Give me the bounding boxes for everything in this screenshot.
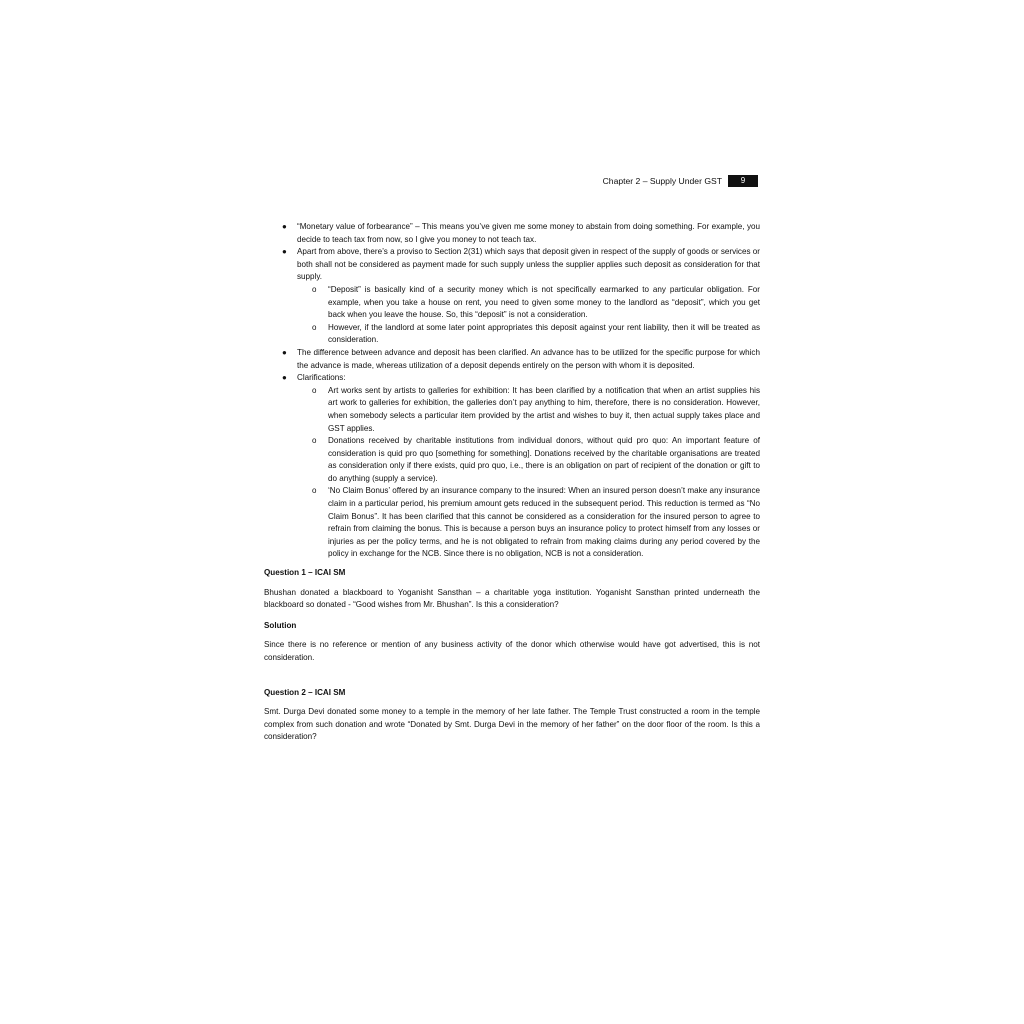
bullet-dot-icon: ● (282, 222, 287, 231)
sub-bullet-text: “Deposit” is basically kind of a security money which is not specifically earmarked to any particular obligation. For example, when you take a house on rent, you need to given some money to the landlord as “deposit”, which you get back when you leave the house. So, this “deposit” is not a consideration. (328, 284, 760, 320)
bullet-text: The difference between advance and deposit has been clarified. An advance has to be utilized for the specific purpose for which the advance is made, whereas utilization of a deposit depends entirely on the person with whom it is deposited. (297, 347, 760, 370)
sub-bullet-item (297, 322, 760, 347)
question-1-text: Bhushan donated a blackboard to Yoganisht Sansthan – a charitable yoga institution. Yoganisht Sansthan printed underneath the blackboard so donated - “Good wishes from Mr. Bhushan”. Is this a consideration? (264, 587, 760, 610)
bullet-list (264, 221, 760, 561)
page-number-badge: 9 (728, 175, 758, 187)
bullet-dot-icon: ● (282, 373, 287, 383)
running-head (603, 175, 758, 188)
bullet-text: “Monetary value of forbearance” – This means you’ve given me some money to abstain from doing something. For example, you decide to teach tax from now, so I give you money to not teach tax. (297, 222, 760, 244)
sub-bullet-item (297, 385, 760, 435)
bullet-item (264, 221, 760, 246)
sub-bullet-text: However, if the landlord at some later point appropriates this deposit against your rent liability, then it will be treated as consideration. (328, 322, 760, 345)
sub-bullet-text: Donations received by charitable institutions from individual donors, without quid pro quo: An important feature of consideration is quid pro quo [something for something]. Donations received by the charitable organisations are treated as consideration only if there exists, quid pro quo, i.e., there is an obligation on part of recipient of the donation or gift to do anything (supply a service). (328, 436, 760, 483)
bullet-dot-icon: ● (282, 247, 287, 257)
sub-bullet-item (297, 485, 760, 561)
bullet-item (264, 246, 760, 347)
bullet-text: Clarifications: (297, 373, 346, 383)
question-2-text: Smt. Durga Devi donated some money to a temple in the memory of her late father. The Temple Trust constructed a room in the temple complex from such donation and wrote “Donated by Smt. Durga Devi in the memory of her father” on the door floor of the room. Is this a consideration? (264, 707, 760, 742)
bullet-circle-icon: o (312, 486, 317, 496)
bullet-text: Apart from above, there’s a proviso to Section 2(31) which says that deposit given in respect of the supply of goods or services or both shall not be considered as payment made for such supply unless the supplier applies such deposit as consideration for that supply. (297, 247, 760, 282)
sub-bullet-item (297, 284, 760, 322)
sub-bullet-list (297, 385, 760, 561)
bullet-circle-icon: o (312, 322, 317, 332)
bullet-dot-icon: ● (282, 347, 287, 357)
question-1-heading: Question 1 – ICAI SM (264, 568, 346, 578)
bullet-circle-icon: o (312, 284, 317, 294)
question-2-heading: Question 2 – ICAI SM (264, 687, 346, 697)
page-content (264, 221, 760, 744)
bullet-circle-icon: o (312, 385, 317, 395)
bullet-circle-icon: o (312, 436, 317, 446)
sub-bullet-item (297, 435, 760, 485)
sub-bullet-text: Art works sent by artists to galleries for exhibition: It has been clarified by a notification that when an artist supplies his art work to galleries for exhibition, the galleries don’t pay anything to him, therefore, there is no consideration. However, when somebody selects a particular item provided by the artist and wishes to buy it, then actual supply takes place and GST applies. (328, 385, 760, 433)
solution-heading: Solution (264, 620, 297, 630)
solution-text: Since there is no reference or mention of any business activity of the donor which otherwise would have got advertised, this is not consideration. (264, 640, 760, 662)
chapter-title: Chapter 2 – Supply Under GST (602, 176, 722, 186)
bullet-item (264, 347, 760, 372)
bullet-item (264, 372, 760, 561)
sub-bullet-list (297, 284, 760, 347)
sub-bullet-text: ‘No Claim Bonus’ offered by an insurance company to the insured: When an insured person doesn’t make any insurance claim in a particular period, his premium amount gets reduced in the subsequent period. This reduction is termed as “No Claim Bonus”. It has been clarified that this cannot be considered as a consideration for the insured person to agree to refrain from claiming the bonus. This is because a person buys an insurance policy to protect himself from any losses or injuries as per the policy terms, and he is not obligated to refrain from making claims during any period covered by the policy in exchange for the NCB. Since there is no obligation, NCB is not a consideration. (328, 486, 760, 559)
